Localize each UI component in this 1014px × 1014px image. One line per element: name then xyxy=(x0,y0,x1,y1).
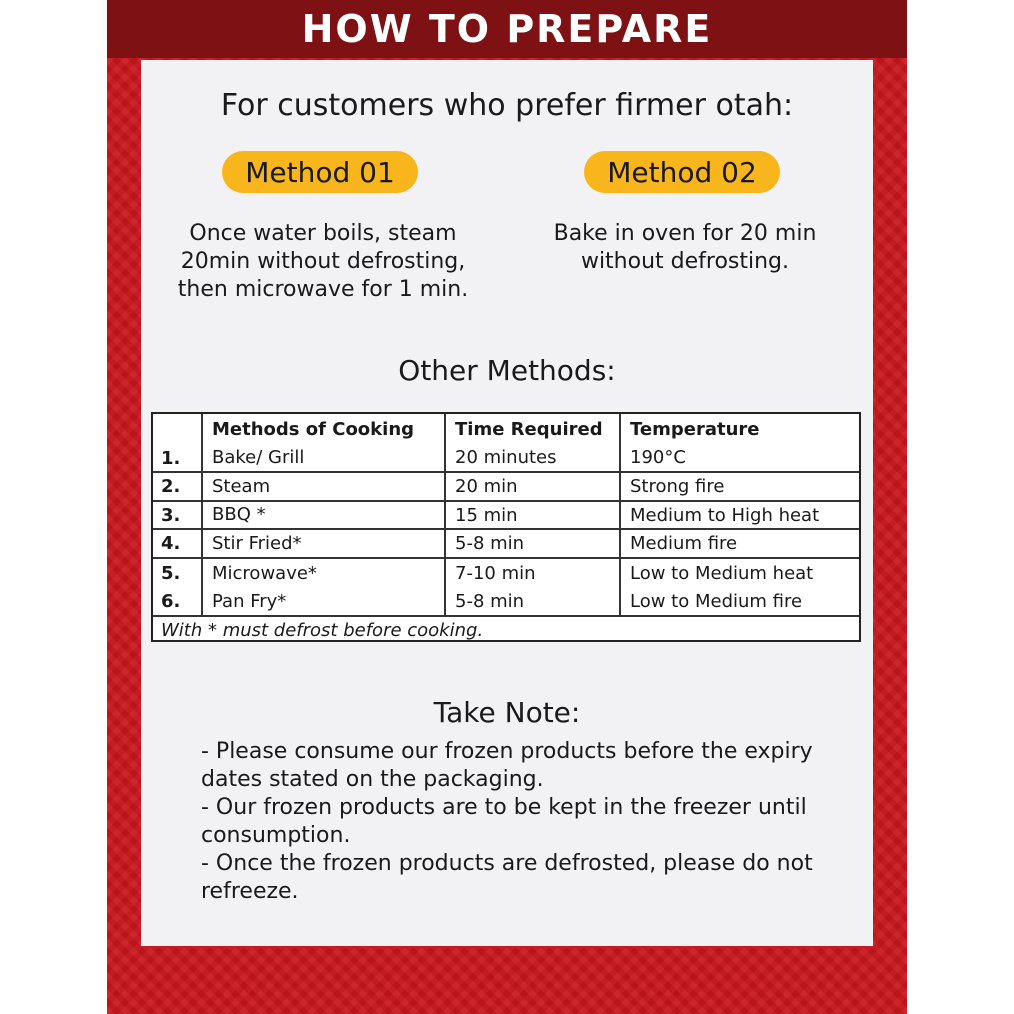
row-time: 7-10 min xyxy=(455,563,536,584)
row-number: 6. xyxy=(161,591,181,612)
note-item: - Once the frozen products are defrosted, please do not refreeze. xyxy=(201,851,813,904)
take-note-title: Take Note: xyxy=(433,696,581,729)
row-temperature: 190°C xyxy=(630,447,686,468)
cooking-methods-table xyxy=(151,412,861,642)
table-divider xyxy=(619,414,621,617)
take-note-list xyxy=(201,738,821,906)
row-time: 15 min xyxy=(455,505,518,526)
row-time: 5-8 min xyxy=(455,591,525,612)
note-item: - Our frozen products are to be kept in the freezer until consumption. xyxy=(201,795,807,848)
row-temperature: Low to Medium heat xyxy=(630,563,814,584)
other-methods-title: Other Methods: xyxy=(398,354,616,387)
row-method: Steam xyxy=(212,476,271,497)
row-method: Bake/ Grill xyxy=(212,447,305,468)
note-item: - Please consume our frozen products before the expiry dates stated on the packaging. xyxy=(201,739,813,792)
row-method: Microwave* xyxy=(212,563,317,584)
header-temperature: Temperature xyxy=(630,419,760,440)
header-methods: Methods of Cooking xyxy=(212,419,415,440)
row-temperature: Medium to High heat xyxy=(630,505,820,526)
row-number: 4. xyxy=(161,533,181,554)
method-02-badge: Method 02 xyxy=(584,151,780,193)
row-temperature: Strong fire xyxy=(630,476,725,497)
table-divider xyxy=(153,615,859,617)
row-method: Stir Fried* xyxy=(212,533,302,554)
row-method: Pan Fry* xyxy=(212,591,287,612)
row-number: 3. xyxy=(161,505,181,526)
row-time: 5-8 min xyxy=(455,533,525,554)
method-01-description: Once water boils, steam 20min without defrosting, then microwave for 1 min. xyxy=(177,221,469,302)
table-footnote: With * must defrost before cooking. xyxy=(161,620,484,641)
header-time: Time Required xyxy=(455,419,603,440)
intro-text: For customers who prefer firmer otah: xyxy=(220,88,794,123)
row-number: 1. xyxy=(161,448,181,469)
table-divider xyxy=(153,471,859,473)
table-divider xyxy=(444,414,446,617)
header-band xyxy=(107,0,907,58)
row-number: 5. xyxy=(161,563,181,584)
row-time: 20 min xyxy=(455,476,518,497)
method-02-description: Bake in oven for 20 min without defrosting. xyxy=(553,221,817,274)
row-time: 20 minutes xyxy=(455,447,557,468)
table-divider xyxy=(153,557,859,559)
table-divider xyxy=(201,414,203,617)
table-divider xyxy=(153,500,859,502)
row-temperature: Low to Medium fire xyxy=(630,591,803,612)
page-title: HOW TO PREPARE xyxy=(301,7,713,51)
method-01-badge: Method 01 xyxy=(222,151,418,193)
row-number: 2. xyxy=(161,476,181,497)
row-method: BBQ * xyxy=(212,504,266,525)
table-divider xyxy=(153,528,859,530)
row-temperature: Medium fire xyxy=(630,533,738,554)
